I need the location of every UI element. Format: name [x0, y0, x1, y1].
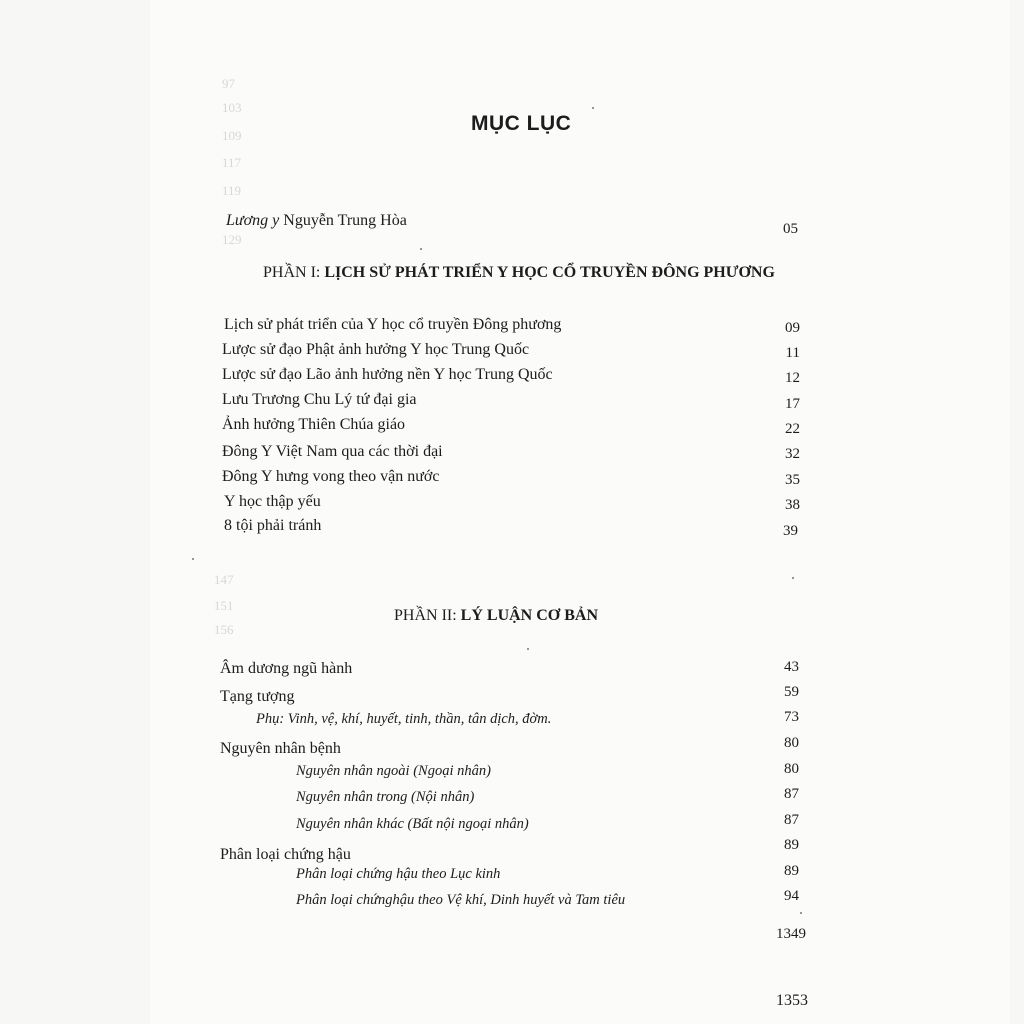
- toc-entry: Lược sử đạo Lão ảnh hưởng nền Y học Trung Quốc: [222, 366, 553, 383]
- toc-page: 38: [785, 497, 800, 513]
- print-speck: [527, 648, 529, 650]
- part2-title: LÝ LUẬN CƠ BẢN: [460, 607, 599, 624]
- preface-name: Nguyễn Trung Hòa: [279, 212, 407, 229]
- bleed-through: 103: [222, 100, 242, 115]
- toc-page: 22: [785, 421, 800, 437]
- print-speck: [800, 912, 802, 914]
- toc-page: 89: [784, 837, 799, 853]
- part1-heading: [263, 264, 775, 282]
- toc-page: 87: [784, 786, 799, 802]
- print-speck: [592, 107, 594, 109]
- toc-entry: Âm dương ngũ hành: [220, 660, 353, 677]
- toc-entry: Phân loại chứng hậu: [220, 846, 351, 863]
- toc-entry: 8 tội phải tránh: [224, 517, 322, 534]
- toc-entry: Tạng tượng: [220, 688, 295, 705]
- part1-title: LỊCH SỬ PHÁT TRIỂN Y HỌC CỔ TRUYỀN ĐÔNG PHƯƠNG: [324, 264, 775, 281]
- preface-page: 05: [783, 221, 798, 237]
- toc-entry: Đông Y Việt Nam qua các thời đại: [222, 443, 443, 460]
- toc-subentry: Nguyên nhân khác (Bất nội ngoại nhân): [296, 816, 529, 832]
- bleed-through: 156: [214, 622, 234, 637]
- toc-page: 43: [784, 659, 799, 675]
- toc-page: 80: [784, 735, 799, 751]
- part2-heading: [394, 607, 598, 625]
- toc-page: 73: [784, 709, 799, 725]
- toc-page: 87: [784, 812, 799, 828]
- part2-prefix: PHẦN II:: [394, 607, 461, 624]
- toc-subentry: Phân loại chứnghậu theo Vệ khí, Dinh huyết và Tam tiêu: [296, 892, 626, 908]
- toc-entry: Nguyên nhân bệnh: [220, 740, 341, 757]
- toc-page: 94: [784, 888, 799, 904]
- toc-page: 35: [785, 472, 800, 488]
- preface-role: Lương y: [226, 212, 280, 229]
- toc-page: 39: [783, 523, 798, 539]
- toc-subentry: Phân loại chứng hậu theo Lục kinh: [296, 866, 501, 882]
- bleed-through: 119: [222, 183, 242, 198]
- toc-entry: Ảnh hưởng Thiên Chúa giáo: [222, 416, 406, 433]
- page-sheet: [150, 0, 1010, 1024]
- toc-subentry: Nguyên nhân trong (Nội nhân): [296, 789, 475, 805]
- print-speck: [792, 577, 794, 579]
- bleed-through: 151: [214, 598, 234, 613]
- bleed-through: 97: [222, 76, 235, 91]
- toc-page: 89: [784, 863, 799, 879]
- page-title: MỤC LỤC: [471, 112, 572, 135]
- page-number: 1353: [776, 992, 808, 1009]
- print-speck: [420, 248, 422, 250]
- toc-subentry: Nguyên nhân ngoài (Ngoại nhân): [296, 763, 491, 779]
- toc-page: 17: [785, 396, 800, 412]
- toc-entry: Lưu Trương Chu Lý tứ đại gia: [222, 391, 417, 408]
- print-speck: [192, 558, 194, 560]
- toc-page: 59: [784, 684, 799, 700]
- preface-entry: [226, 212, 407, 230]
- bleed-through: 129: [222, 232, 242, 247]
- toc-page: 09: [785, 320, 800, 336]
- toc-entry: Lược sử đạo Phật ảnh hưởng Y học Trung Quốc: [222, 341, 530, 358]
- part1-prefix: PHẦN I:: [263, 264, 325, 281]
- toc-page: 12: [785, 370, 800, 386]
- toc-page: 11: [785, 345, 800, 361]
- bleed-through: 147: [214, 572, 234, 587]
- toc-entry: Lịch sử phát triển của Y học cổ truyền Đông phương: [224, 316, 562, 333]
- toc-page: 32: [785, 446, 800, 462]
- toc-page: 80: [784, 761, 799, 777]
- toc-subentry: Phụ: Vinh, vệ, khí, huyết, tinh, thần, tân dịch, đờm.: [256, 711, 552, 727]
- bleed-through: 117: [222, 155, 242, 170]
- bleed-through: 109: [222, 128, 242, 143]
- toc-entry: Đông Y hưng vong theo vận nước: [222, 468, 440, 485]
- stray-number: 1349: [776, 926, 806, 942]
- toc-entry: Y học thập yếu: [224, 493, 321, 510]
